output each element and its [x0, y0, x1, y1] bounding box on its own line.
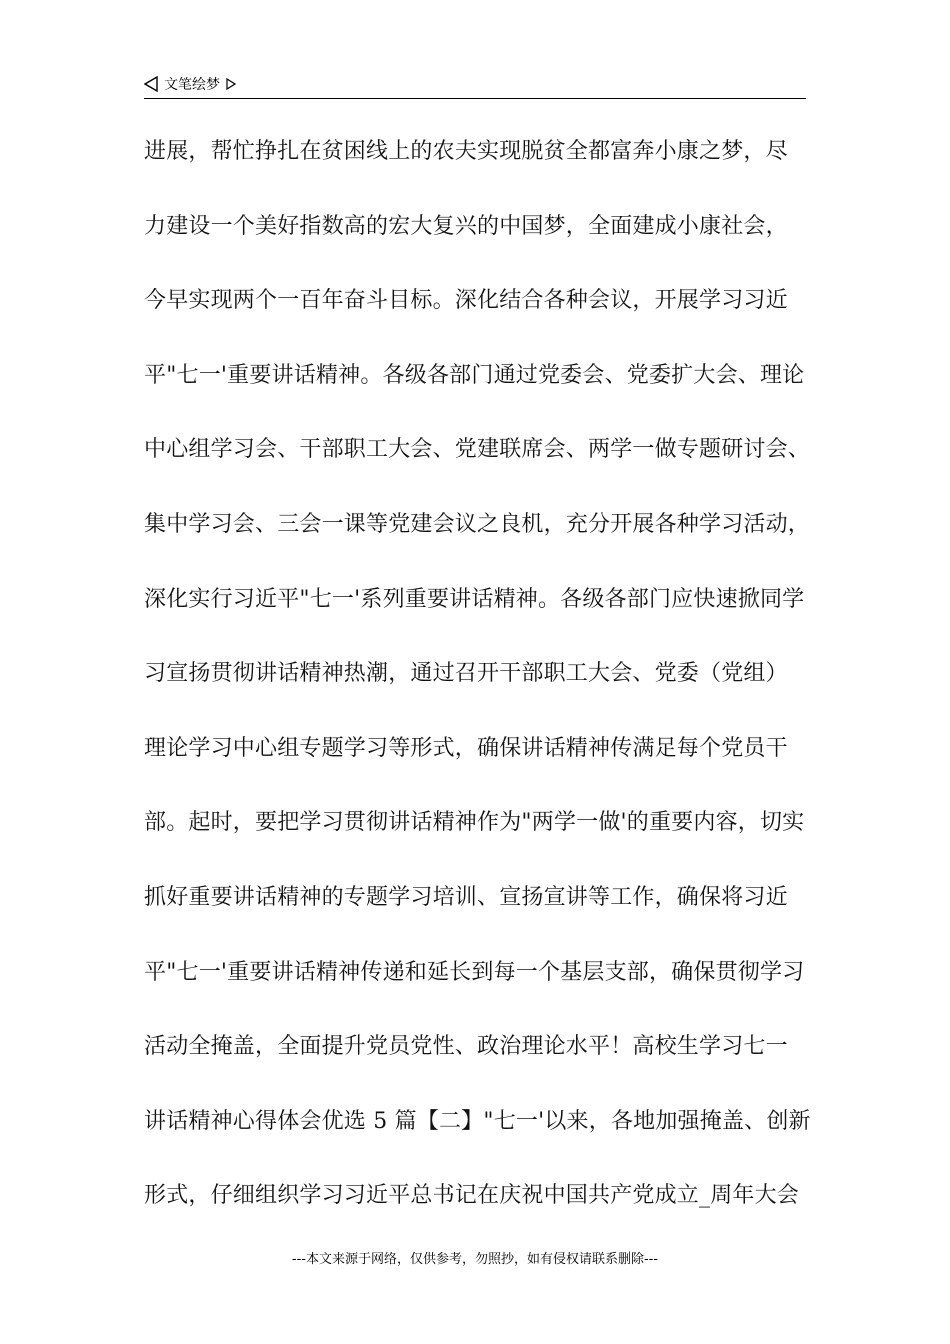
- page-footer-disclaimer: ---本文来源于网络，仅供参考，勿照抄，如有侵权请联系删除---: [291, 1252, 659, 1267]
- body-line: 平"七一'重要讲话精神。各级各部门通过党委会、党委扩大会、理论: [144, 362, 805, 388]
- body-line: 今早实现两个一百年奋斗目标。深化结合各种会议，开展学习习近: [144, 288, 788, 314]
- body-line: 平"七一'重要讲话精神传递和延长到每一个基层支部，确保贯彻学习: [144, 959, 805, 985]
- header-brand: 文笔绘梦: [164, 77, 220, 93]
- body-line: 深化实行习近平"七一'系列重要讲话精神。各级各部门应快速掀同学: [144, 586, 805, 612]
- body-line: 理论学习中心组专题学习等形式，确保讲话精神传满足每个党员干: [144, 735, 788, 761]
- body-line: 活动全掩盖，全面提升党员党性、政治理论水平！高校生学习七一: [144, 1034, 788, 1060]
- body-line: 部。起时，要把学习贯彻讲话精神作为"两学一做'的重要内容，切实: [144, 810, 805, 836]
- body-line: 中心组学习会、干部职工大会、党建联席会、两学一做专题研讨会、: [144, 437, 811, 463]
- body-line: 进展，帮忙挣扎在贫困线上的农夫实现脱贫全都富奔小康之梦，尽: [144, 139, 788, 164]
- body-line: 习宣扬贯彻讲话精神热潮，通过召开干部职工大会、党委（党组）: [144, 661, 788, 687]
- left-triangle-icon: [144, 76, 158, 92]
- page-header: [144, 74, 806, 99]
- body-line: 抓好重要讲话精神的专题学习培训、宣扬宣讲等工作，确保将习近: [144, 884, 788, 910]
- right-triangle-icon: [226, 78, 236, 90]
- body-line: 集中学习会、三会一课等党建会议之良机，充分开展各种学习活动，: [144, 511, 811, 537]
- body-line: 力建设一个美好指数高的宏大复兴的中国梦，全面建成小康社会，: [144, 213, 788, 239]
- body-line: 形式，仔细组织学习习近平总书记在庆祝中国共产党成立_周年大会: [144, 1183, 800, 1209]
- body-line: 讲话精神心得体会优选 5 篇【二】"七一'以来，各地加强掩盖、创新: [144, 1108, 811, 1134]
- header-brand-group: [144, 74, 236, 94]
- document-body: [144, 132, 816, 1251]
